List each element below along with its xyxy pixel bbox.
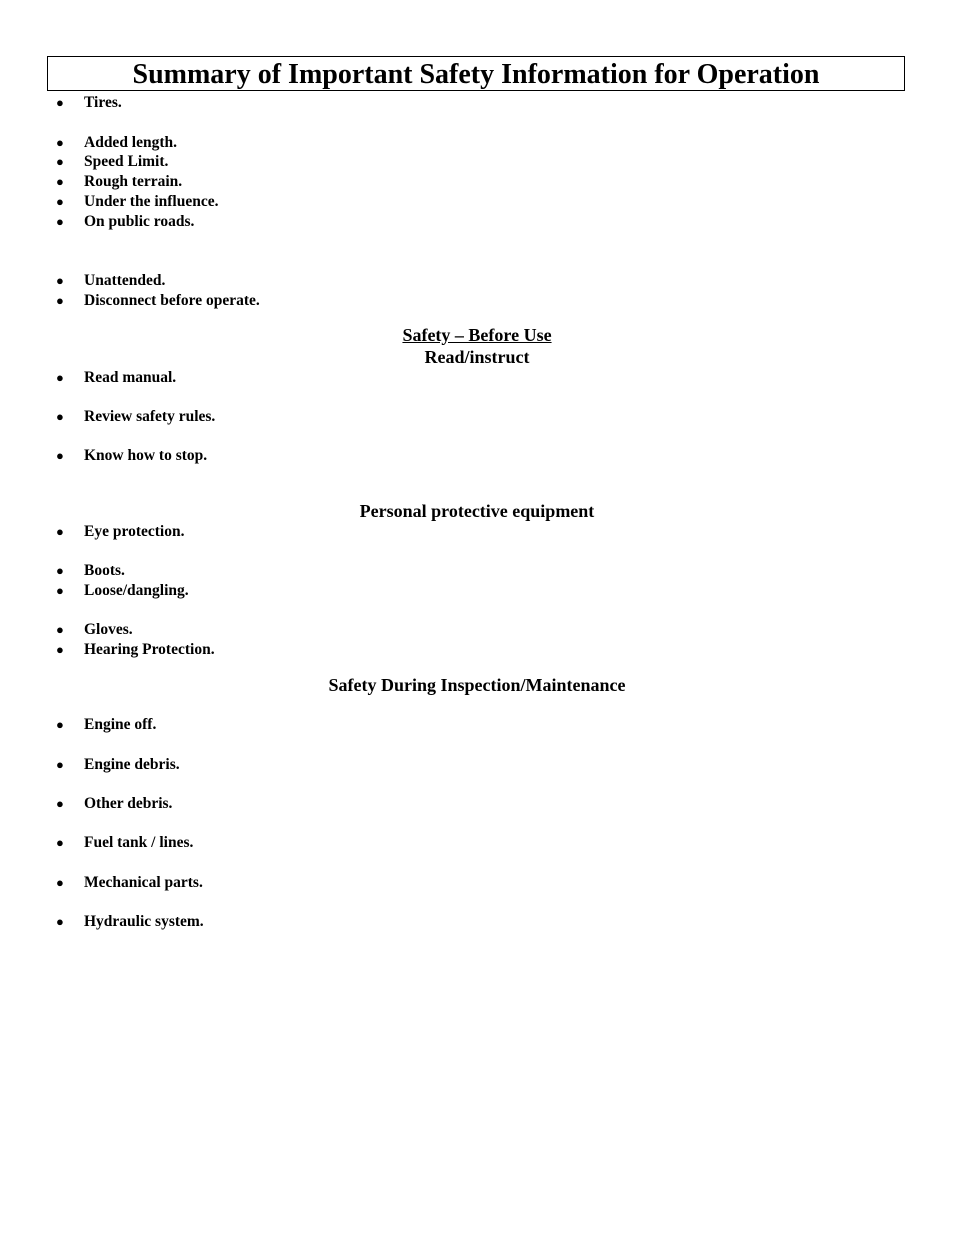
list-item-label: Added length.	[84, 134, 178, 151]
list-item-engine-debris	[56, 756, 180, 774]
list-item-review-rules	[56, 408, 215, 426]
bullet-icon: ●	[56, 835, 64, 850]
section-heading-maintenance: Safety During Inspection/Maintenance	[328, 675, 626, 695]
list-item-label: Loose/dangling.	[84, 582, 189, 599]
list-item-disconnect	[56, 292, 260, 310]
bullet-icon: ●	[56, 563, 64, 578]
list-item-label: Gloves.	[84, 621, 133, 638]
list-item-mechanical-parts	[56, 874, 203, 892]
bullet-icon: ●	[56, 154, 64, 169]
bullet-icon: ●	[56, 757, 64, 772]
list-item-label: Hearing Protection.	[84, 641, 215, 658]
list-item-loose-dangling	[56, 582, 189, 600]
list-item-label: Boots.	[84, 562, 125, 579]
list-item-eye-protection	[56, 523, 184, 541]
bullet-icon: ●	[56, 875, 64, 890]
list-item-label: Mechanical parts.	[84, 874, 203, 891]
list-item-read-manual	[56, 369, 176, 387]
list-item-label: Review safety rules.	[84, 408, 216, 425]
list-item-label: Engine off.	[84, 716, 157, 733]
bullet-icon: ●	[56, 524, 64, 539]
list-item-speed-limit	[56, 153, 168, 171]
list-item-label: Speed Limit.	[84, 153, 169, 170]
list-item-label: Know how to stop.	[84, 447, 208, 464]
section-heading-before-use: Safety – Before Use	[402, 325, 552, 345]
bullet-icon: ●	[56, 95, 64, 110]
list-item-label: Under the influence.	[84, 193, 219, 210]
list-item-know-stop	[56, 447, 207, 465]
bullet-icon: ●	[56, 448, 64, 463]
list-item-tires	[56, 94, 122, 112]
page-title: Summary of Important Safety Information for Operation	[47, 56, 905, 91]
list-item-label: On public roads.	[84, 213, 195, 230]
bullet-icon: ●	[56, 642, 64, 657]
section-subheading-read-instruct: Read/instruct	[424, 347, 530, 367]
bullet-icon: ●	[56, 409, 64, 424]
bullet-icon: ●	[56, 194, 64, 209]
list-item-label: Eye protection.	[84, 523, 185, 540]
list-item-boots	[56, 562, 125, 580]
list-item-gloves	[56, 621, 133, 639]
list-item-hearing-protection	[56, 641, 215, 659]
list-item-under-influence	[56, 193, 218, 211]
list-item-fuel-tank	[56, 834, 193, 852]
list-item-label: Read manual.	[84, 369, 177, 386]
list-item-label: Tires.	[84, 94, 122, 111]
bullet-icon: ●	[56, 796, 64, 811]
list-item-engine-off	[56, 716, 156, 734]
bullet-icon: ●	[56, 914, 64, 929]
list-item-rough-terrain	[56, 173, 182, 191]
bullet-icon: ●	[56, 214, 64, 229]
list-item-hydraulic-system	[56, 913, 204, 931]
list-item-other-debris	[56, 795, 172, 813]
bullet-icon: ●	[56, 293, 64, 308]
bullet-icon: ●	[56, 174, 64, 189]
bullet-icon: ●	[56, 370, 64, 385]
list-item-public-roads	[56, 213, 194, 231]
list-item-label: Other debris.	[84, 795, 173, 812]
list-item-label: Unattended.	[84, 272, 166, 289]
bullet-icon: ●	[56, 622, 64, 637]
list-item-label: Hydraulic system.	[84, 913, 204, 930]
bullet-icon: ●	[56, 135, 64, 150]
bullet-icon: ●	[56, 717, 64, 732]
list-item-label: Rough terrain.	[84, 173, 183, 190]
bullet-icon: ●	[56, 583, 64, 598]
bullet-icon: ●	[56, 273, 64, 288]
section-heading-ppe: Personal protective equipment	[359, 501, 595, 521]
list-item-label: Engine debris.	[84, 756, 180, 773]
list-item-added-length	[56, 134, 177, 152]
list-item-label: Disconnect before operate.	[84, 292, 260, 309]
list-item-label: Fuel tank / lines.	[84, 834, 194, 851]
list-item-unattended	[56, 272, 165, 290]
